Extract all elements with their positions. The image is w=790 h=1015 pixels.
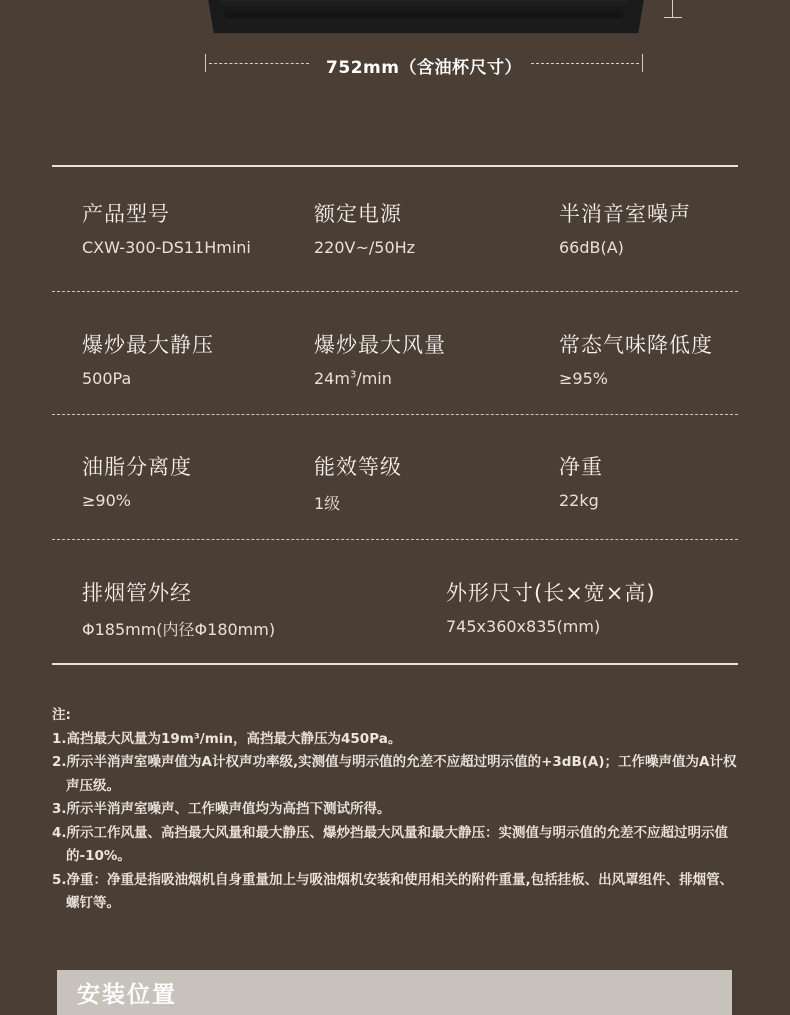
section-header-bar	[57, 970, 732, 1015]
height-dimension-marker	[664, 0, 682, 20]
spec-max-airflow	[314, 329, 446, 388]
spec-exhaust-pipe	[82, 577, 275, 640]
spec-value: 22kg	[559, 491, 599, 510]
spec-value: ≥95%	[559, 369, 608, 388]
spec-label: 能效等级	[314, 455, 402, 479]
spec-row-divider	[52, 414, 738, 415]
note-item: 5.净重：净重是指吸油烟机自身重量加上与吸油烟机安装和使用相关的附件重量,包括挂板、出风罩组件、排烟管、螺钉等。	[52, 871, 734, 911]
spec-label: 爆炒最大静压	[82, 333, 214, 357]
spec-value: 220V~/50Hz	[314, 238, 416, 257]
spec-noise	[559, 198, 691, 257]
spec-value: 500Pa	[82, 369, 132, 388]
spec-label: 油脂分离度	[82, 455, 192, 479]
spec-value: 66dB(A)	[559, 238, 624, 257]
note-item: 4.所示工作风量、高挡最大风量和最大静压、爆炒挡最大风量和最大静压：实测值与明示值的允差不应超过明示值的-10%。	[52, 824, 729, 864]
spec-label: 常态气味降低度	[559, 333, 713, 357]
spec-model	[82, 198, 251, 257]
spec-label: 产品型号	[82, 202, 170, 226]
spec-notes	[52, 704, 742, 916]
range-hood-oil-tray	[214, 0, 634, 18]
spec-odor-reduction	[559, 329, 713, 388]
spec-value: $24m^3/\min$	[314, 369, 392, 388]
spec-row-divider	[52, 539, 738, 540]
width-dimension-label: 752mm（含油杯尺寸）	[318, 58, 530, 78]
spec-dimensions	[446, 577, 656, 636]
spec-label: 爆炒最大风量	[314, 333, 446, 357]
note-item: 3.所示半消声室噪声、工作噪声值均为高挡下测试所得。	[52, 801, 391, 817]
spec-net-weight	[559, 451, 603, 510]
spec-table-top-rule	[52, 165, 738, 167]
note-item: 1.高挡最大风量为19m³/min，高挡最大静压为450Pa。	[52, 730, 402, 747]
spec-max-static-pressure	[82, 329, 214, 388]
spec-power	[314, 198, 415, 257]
spec-value: 745x360x835(mm)	[446, 617, 601, 636]
spec-label: 额定电源	[314, 202, 402, 226]
spec-energy-grade	[314, 451, 402, 514]
notes-heading: 注:	[52, 707, 71, 723]
spec-value: 1级	[314, 494, 341, 513]
spec-table-bottom-rule	[52, 663, 738, 665]
width-dimension	[205, 52, 643, 76]
spec-value: CXW-300-DS11Hmini	[82, 238, 251, 257]
spec-label: 半消音室噪声	[559, 202, 691, 226]
spec-value: ≥90%	[82, 491, 131, 510]
section-title: 安装位置	[77, 982, 177, 1008]
spec-label: 净重	[559, 455, 603, 479]
spec-label: 排烟管外经	[82, 581, 192, 605]
spec-value: Φ185mm(内径Φ180mm)	[82, 620, 276, 639]
spec-label: 外形尺寸(长×宽×高)	[446, 581, 656, 605]
note-item: 2.所示半消声室噪声值为A计权声功率级,实测值与明示值的允差不应超过明示值的+3dB(A)；工作噪声值为A计权声压级。	[52, 754, 737, 794]
spec-grease-separation	[82, 451, 192, 510]
spec-row-divider	[52, 291, 738, 292]
